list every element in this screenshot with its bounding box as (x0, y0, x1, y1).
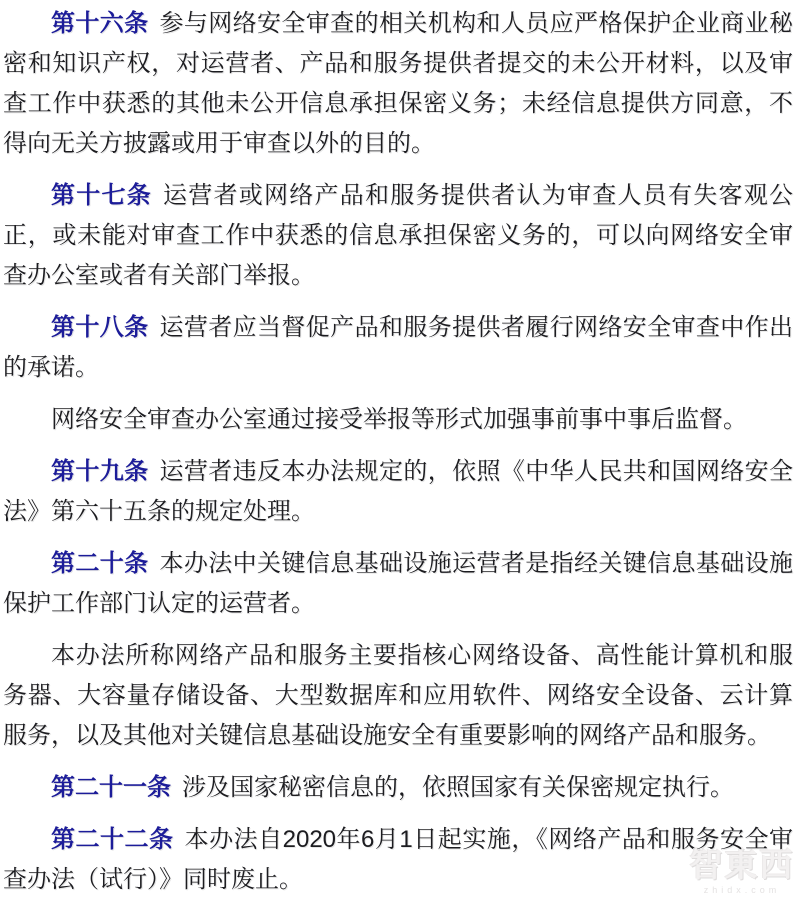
paragraph-continuation (3, 400, 793, 440)
paragraph-article-17 (3, 176, 793, 296)
watermark-logo: 智東西 (689, 846, 795, 883)
paragraph-text: 本办法自2020年6月1日起实施，《网络产品和服务安全审查办法（试行）》同时废止。 (3, 826, 793, 893)
paragraph-text: 本办法中关键信息基础设施运营者是指经关键信息基础设施保护工作部门认定的运营者。 (3, 550, 794, 617)
article-number: 第二十条 (51, 550, 149, 577)
article-number: 第十九条 (51, 458, 149, 485)
paragraph-text: 网络安全审查办公室通过接受举报等形式加强事前事中事后监督。 (51, 406, 747, 433)
paragraph-article-18 (3, 308, 793, 388)
paragraph-article-21 (3, 768, 793, 808)
paragraph-text: 运营者或网络产品和服务提供者认为审查人员有失客观公正，或未能对审查工作中获悉的信息承担保密义务的，可以向网络安全审查办公室或者有关部门举报。 (3, 182, 793, 289)
paragraph-text: 本办法所称网络产品和服务主要指核心网络设备、高性能计算机和服务器、大容量存储设备、大型数据库和应用软件、网络安全设备、云计算服务，以及其他对关键信息基础设施安全有重要影响的网络产品和服务。 (3, 642, 793, 749)
watermark-domain: zhidx.com (703, 885, 781, 895)
paragraph-text: 参与网络安全审查的相关机构和人员应严格保护企业商业秘密和知识产权，对运营者、产品和服务提供者提交的未公开材料，以及审查工作中获悉的其他未公开信息承担保密义务；未经信息提供方同意，不得向无关方披露或用于审查以外的目的。 (3, 10, 794, 157)
paragraph-article-22 (3, 820, 793, 900)
article-number: 第十八条 (51, 314, 149, 341)
paragraph-text: 涉及国家秘密信息的，依照国家有关保密规定执行。 (182, 774, 734, 801)
article-number: 第十六条 (51, 10, 149, 37)
paragraph-text: 运营者违反本办法规定的，依照《中华人民共和国网络安全法》第六十五条的规定处理。 (3, 458, 794, 525)
paragraph-article-16 (3, 4, 793, 164)
paragraph-article-20 (3, 544, 793, 624)
paragraph-continuation (3, 636, 793, 756)
article-number: 第十七条 (51, 182, 152, 209)
article-number: 第二十二条 (51, 826, 174, 853)
paragraph-text: 运营者应当督促产品和服务提供者履行网络安全审查中作出的承诺。 (3, 314, 794, 381)
article-number: 第二十一条 (51, 774, 171, 801)
paragraph-article-19 (3, 452, 793, 532)
